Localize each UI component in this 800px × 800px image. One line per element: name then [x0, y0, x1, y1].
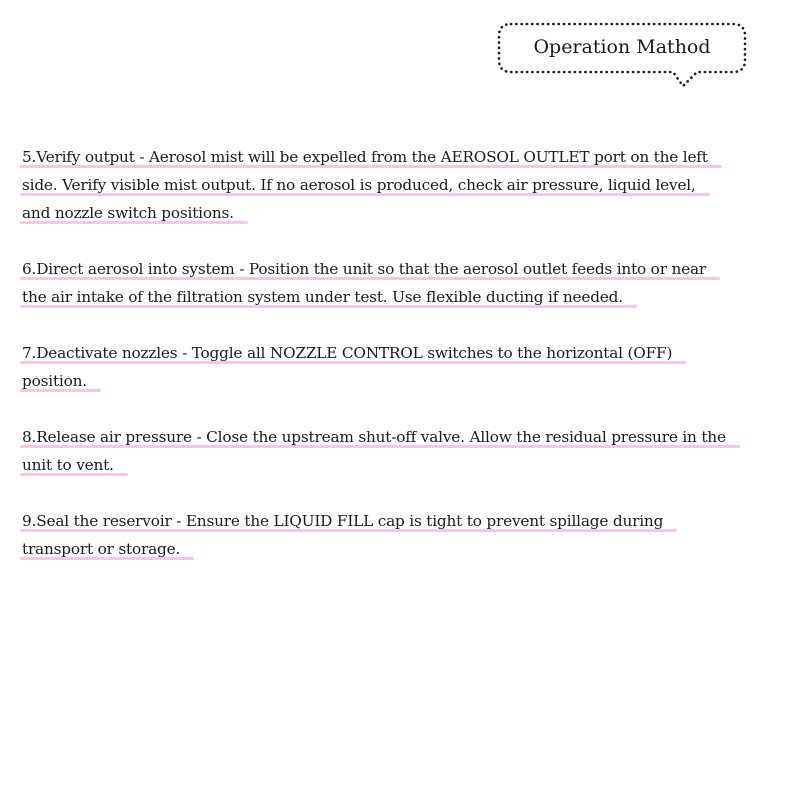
step-line: [22, 255, 782, 283]
step-line: [22, 507, 782, 535]
step-5: [22, 143, 782, 227]
step-6: [22, 255, 782, 311]
step-line-text: 7.Deactivate nozzles - Toggle all NOZZLE CONTROL switches to the horizontal (OFF): [22, 339, 672, 367]
step-line-text: transport or storage.: [22, 535, 180, 563]
step-line: [22, 451, 782, 479]
title-bubble: [497, 22, 747, 90]
step-line-text: unit to vent.: [22, 451, 114, 479]
step-line-text: 9.Seal the reservoir - Ensure the LIQUID FILL cap is tight to prevent spillage during: [22, 507, 663, 535]
step-line-text: and nozzle switch positions.: [22, 199, 234, 227]
step-line: [22, 283, 782, 311]
step-line-text: side. Verify visible mist output. If no aerosol is produced, check air pressure, liquid level,: [22, 171, 696, 199]
step-line: [22, 171, 782, 199]
step-line-text: 5.Verify output - Aerosol mist will be expelled from the AEROSOL OUTLET port on the left: [22, 143, 708, 171]
step-line: [22, 143, 782, 171]
step-line: [22, 367, 782, 395]
step-line-text: 6.Direct aerosol into system - Position the unit so that the aerosol outlet feeds into or near: [22, 255, 706, 283]
step-line: [22, 199, 782, 227]
step-7: [22, 339, 782, 395]
step-line-text: the air intake of the filtration system under test. Use flexible ducting if needed.: [22, 283, 623, 311]
step-line: [22, 423, 782, 451]
steps-list: [22, 143, 782, 591]
step-line: [22, 535, 782, 563]
step-line-text: 8.Release air pressure - Close the upstream shut-off valve. Allow the residual pressure in the: [22, 423, 726, 451]
step-9: [22, 507, 782, 563]
step-line-text: position.: [22, 367, 87, 395]
page-title: Operation Mathod: [533, 36, 711, 58]
step-line: [22, 339, 782, 367]
step-8: [22, 423, 782, 479]
